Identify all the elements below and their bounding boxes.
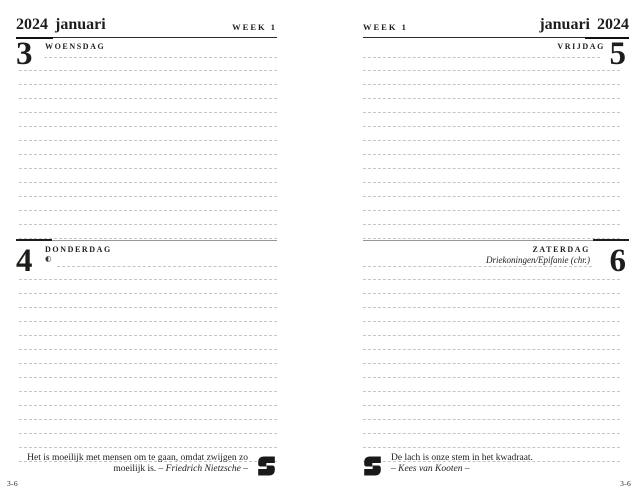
day-name-thursday: DONDERDAG [45, 245, 112, 254]
succes-logo-icon [257, 455, 276, 477]
ruled-line [363, 308, 620, 322]
ruled-line [19, 322, 277, 336]
ruled-line [19, 183, 277, 197]
header-year: 2024 [597, 16, 629, 33]
ruled-line [363, 280, 620, 294]
ruled-line [19, 127, 277, 141]
ruled-line [19, 280, 277, 294]
ruled-line [19, 294, 277, 308]
writing-lines-friday [363, 57, 620, 239]
ruled-line [363, 392, 620, 406]
ruled-line [363, 155, 620, 169]
ruled-line [19, 57, 277, 71]
daily-quote [26, 453, 248, 475]
page-title [16, 16, 106, 34]
quote-line-2 [391, 464, 629, 475]
ruled-line [363, 322, 620, 336]
header-year: 2024 [16, 16, 48, 33]
ruled-line [19, 350, 277, 364]
week-label: WEEK 1 [363, 22, 408, 32]
page-right [363, 0, 629, 497]
writing-lines-thursday [19, 266, 277, 462]
ruled-line [363, 197, 620, 211]
ruled-line [363, 127, 620, 141]
day-number-4: 4 [16, 243, 33, 279]
section-divider [18, 240, 277, 241]
ruled-line [363, 71, 620, 85]
ruled-line [363, 350, 620, 364]
ruled-line [19, 99, 277, 113]
ruled-line [19, 225, 277, 239]
ruled-line [19, 392, 277, 406]
header-rule [16, 37, 277, 38]
daily-quote [391, 453, 629, 475]
day-number-6: 6 [609, 243, 626, 279]
succes-logo-icon [363, 455, 382, 477]
ruled-line [363, 225, 620, 239]
ruled-line [363, 378, 620, 392]
quote-line-2: moeilijk is. – Friedrich Nietzsche – [113, 464, 248, 474]
day-name-wednesday: WOENSDAG [45, 42, 106, 51]
moon-phase-icon: ◐ [45, 254, 52, 263]
ruled-line [363, 141, 620, 155]
ruled-line [19, 434, 277, 448]
quote-author: – Kees van Kooten – [391, 464, 470, 474]
ruled-line [363, 364, 620, 378]
ruled-line [19, 113, 277, 127]
ruled-line [19, 364, 277, 378]
ruled-line [363, 113, 620, 127]
ruled-line [363, 57, 620, 71]
ruled-line [19, 169, 277, 183]
ruled-line [19, 378, 277, 392]
quote-line-1: De lach is onze stem in het kwadraat. [391, 453, 533, 463]
ruled-line [19, 211, 277, 225]
ruled-line [363, 420, 620, 434]
ruled-line [363, 266, 620, 280]
ruled-line [363, 294, 620, 308]
page-title [539, 16, 629, 34]
page-ref-left: 3-6 [7, 479, 18, 488]
ruled-line [19, 266, 277, 280]
writing-lines-wednesday [19, 57, 277, 239]
section-divider [363, 240, 629, 241]
ruled-line [19, 197, 277, 211]
day-name-friday: VRIJDAG [557, 42, 605, 51]
ruled-line [19, 420, 277, 434]
page-ref-right: 3-6 [620, 479, 631, 488]
ruled-line [363, 211, 620, 225]
writing-lines-saturday [363, 266, 620, 462]
ruled-line [19, 155, 277, 169]
holiday-label: Driekoningen/Epifanie (chr.) [486, 254, 590, 265]
ruled-line [363, 85, 620, 99]
header-month: januari [539, 16, 590, 33]
ruled-line [363, 406, 620, 420]
ruled-line [363, 169, 620, 183]
ruled-line [19, 71, 277, 85]
ruled-line [363, 99, 620, 113]
ruled-line [363, 336, 620, 350]
ruled-line [363, 183, 620, 197]
quote-author: – Friedrich Nietzsche – [158, 464, 248, 474]
day-number-5: 5 [609, 36, 626, 72]
day-number-3: 3 [16, 36, 33, 72]
week-label: WEEK 1 [232, 22, 277, 32]
quote-line-1: Het is moeilijk met mensen om te gaan, omdat zwijgen zo [27, 453, 248, 463]
ruled-line [19, 141, 277, 155]
day-name-saturday: ZATERDAG [532, 245, 590, 254]
section-divider-accent [16, 239, 52, 242]
header-month: januari [55, 16, 106, 33]
ruled-line [19, 308, 277, 322]
section-divider-accent [593, 239, 629, 242]
page-left [16, 0, 277, 497]
ruled-line [19, 85, 277, 99]
ruled-line [363, 434, 620, 448]
ruled-line [19, 406, 277, 420]
ruled-line [19, 336, 277, 350]
